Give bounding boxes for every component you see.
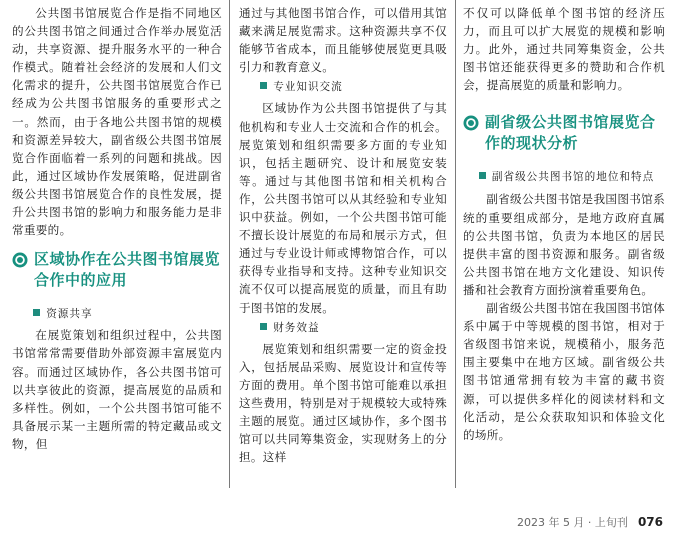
body-paragraph: 不仅可以降低单个图书馆的经济压力，而且可以扩大展览的规模和影响力。此外，通过共同筹集资金，公共图书馆还能获得更多的赞助和合作机会，提高展览的质量和影响力。: [463, 6, 665, 93]
teal-square-icon: [260, 323, 267, 330]
subheading-label: 专业知识交流: [273, 81, 343, 94]
subheading-financial-benefit: [239, 319, 447, 337]
column-divider-1: [229, 0, 230, 488]
teal-square-icon: [479, 172, 486, 179]
subheading-label: 副省级公共图书馆的地位和特点: [491, 171, 655, 184]
section-title: 区域协作在公共图书馆展览合作中的应用: [34, 250, 221, 290]
page-number: 076: [637, 515, 663, 529]
column-1: [12, 4, 222, 453]
subheading-resource-sharing: [12, 305, 222, 323]
body-paragraph: 通过与其他图书馆合作，可以借用其馆藏来满足展览需求。这种资源共享不仅能够节省成本，而且能够使展览更具吸引力和教育意义。: [239, 6, 447, 75]
subheading-label: 资源共享: [46, 308, 93, 321]
body-paragraph: 展览策划和组织需要一定的资金投入，包括展品采购、展览设计和宣传等方面的费用。单个图书馆可能难以承担这些费用，特别是对于规模较大或特殊主题的展览。通过区域协作，多个图书馆可以共同筹集资金，实现财务上的分担。这样: [239, 341, 447, 465]
body-paragraph: 区域协作为公共图书馆提供了与其他机构和专业人士交流和合作的机会。展览策划和组织需要多方面的专业知识，包括主题研究、设计和展览安装等。通过与其他图书馆和相关机构合作，公共图书馆可以从其经验和专业知识中获益。例如，一个公共图书馆可能不擅长设计展览的布局和展示方式，但通过与专业设计师或博物馆合作，可以获得专业指导和支持。这种专业知识交流不仅可以提高展览的质量，而且有助于图书馆的发展。: [239, 101, 447, 315]
subheading-label: 财务效益: [273, 321, 320, 334]
section-title: 副省级公共图书馆展览合作的现状分析: [485, 113, 656, 153]
column-divider-2: [455, 0, 456, 488]
teal-circle-bullet-icon: [12, 252, 28, 268]
section-heading-status-analysis: [463, 112, 665, 154]
teal-square-icon: [33, 309, 40, 316]
teal-square-icon: [260, 82, 267, 89]
body-paragraph: 副省级公共图书馆在我国图书馆体系中属于中等规模的图书馆，相对于省级图书馆来说，规模稍小，服务范围主要集中在地方区域。副省级公共图书馆通常拥有较为丰富的藏书资源，可以提供多样化的阅读材料和文化活动，是公众获取知识和体验文化的场所。: [463, 301, 665, 442]
teal-circle-bullet-icon: [463, 115, 479, 131]
subheading-status-and-features: [463, 168, 665, 187]
issue-date: 2023 年 5 月 · 上旬刊: [516, 516, 628, 529]
page-footer: [517, 514, 663, 530]
body-paragraph: 在展览策划和组织过程中，公共图书馆常常需要借助外部资源丰富展览内容。而通过区域协作，各公共图书馆可以共享彼此的资源，提高展览的品质和多样性。例如，一个公共图书馆可能不具备展示某一主题所需的特定藏品或文物，但: [12, 328, 222, 451]
body-paragraph: 副省级公共图书馆是我国图书馆系统的重要组成部分，是地方政府直属的公共图书馆，负责为本地区的居民提供丰富的图书资源和服务。副省级公共图书馆在地方文化建设、知识传播和社会教育方面扮演着重要角色。: [463, 192, 665, 297]
column-3: [463, 4, 665, 444]
column-2: [239, 4, 447, 466]
section-heading-regional-cooperation: [12, 249, 222, 291]
subheading-expertise-exchange: [239, 78, 447, 96]
intro-paragraph: 公共图书馆展览合作是指不同地区的公共图书馆之间通过合作举办展览活动，共享资源、提升服务水平的一种合作模式。随着社会经济的发展和人们文化需求的提升，公共图书馆展览合作已经成为公共图书馆服务的重要形式之一。然而，由于各地公共图书馆的规模和资源差异较大，副省级公共图书馆展览合作面临着一系列的问题和挑战。因此，通过区域协作发展策略，促进副省级公共图书馆展览合作的良性发展，提升公共图书馆的影响力和服务能力是非常重要的。: [12, 6, 222, 238]
